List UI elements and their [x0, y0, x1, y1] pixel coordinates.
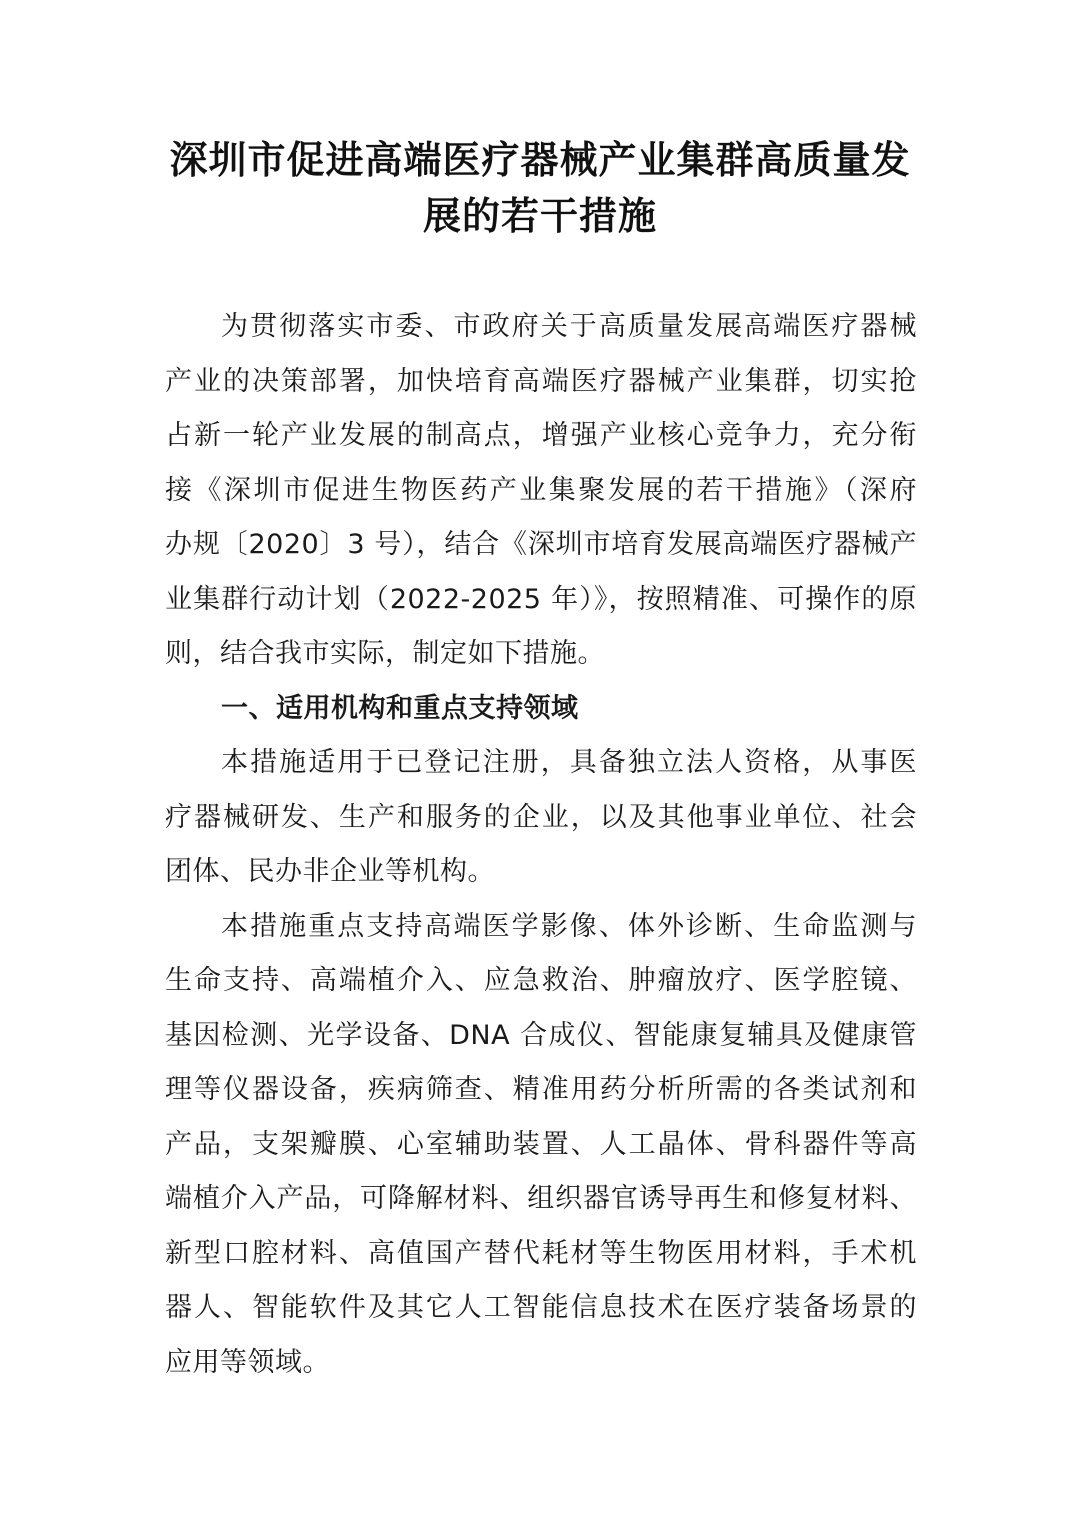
text-line: 办规〔2020〕3 号），结合《深圳市培育发展高端医疗器械产 [165, 529, 917, 560]
document-title [150, 132, 930, 244]
title-line: 深圳市促进高端医疗器械产业集群高质量发 [169, 137, 911, 182]
text-line: 占新一轮产业发展的制高点，增强产业核心竞争力，充分衔 [165, 420, 917, 451]
text-line: 为贯彻落实市委、市政府关于高质量发展高端医疗器械 [221, 311, 917, 342]
text-line: 产业的决策部署，加快培育高端医疗器械产业集群，切实抢 [165, 365, 917, 397]
text-line: 器人、智能软件及其它人工智能信息技术在医疗装备场景的 [165, 1292, 917, 1323]
text-line: 本措施适用于已登记注册，具备独立法人资格，从事医 [221, 747, 917, 778]
section-paragraph-support-fields [165, 900, 917, 1391]
text-line: 新型口腔材料、高值国产替代耗材等生物医用材料，手术机 [165, 1237, 917, 1269]
text-line: 团体、民办非企业等机构。 [165, 856, 495, 887]
text-line: 疗器械研发、生产和服务的企业，以及其他事业单位、社会 [165, 801, 917, 833]
text-line: 理等仪器设备，疾病筛查、精准用药分析所需的各类试剂和 [165, 1074, 917, 1105]
title-line: 展的若干措施 [422, 193, 657, 238]
text-line: 产品，支架瓣膜、心室辅助装置、人工晶体、骨科器件等高 [165, 1128, 917, 1160]
text-line: 基因检测、光学设备、DNA 合成仪、智能康复辅具及健康管 [165, 1019, 917, 1051]
text-line: 则，结合我市实际，制定如下措施。 [165, 638, 605, 669]
text-line: 应用等领域。 [165, 1346, 330, 1378]
text-line: 本措施重点支持高端医学影像、体外诊断、生命监测与 [221, 910, 917, 942]
section-paragraph-applicability [165, 736, 917, 900]
section-heading: 一、适用机构和重点支持领域 [221, 692, 579, 724]
intro-paragraph [165, 300, 917, 682]
text-line: 接《深圳市促进生物医药产业集聚发展的若干措施》（深府 [165, 474, 917, 506]
text-line: 端植介入产品，可降解材料、组织器官诱导再生和修复材料、 [165, 1183, 917, 1214]
text-line: 生命支持、高端植介入、应急救治、肿瘤放疗、医学腔镜、 [165, 965, 917, 996]
text-line: 业集群行动计划（2022-2025 年）》，按照精准、可操作的原 [165, 583, 917, 615]
document-body [165, 300, 917, 1390]
